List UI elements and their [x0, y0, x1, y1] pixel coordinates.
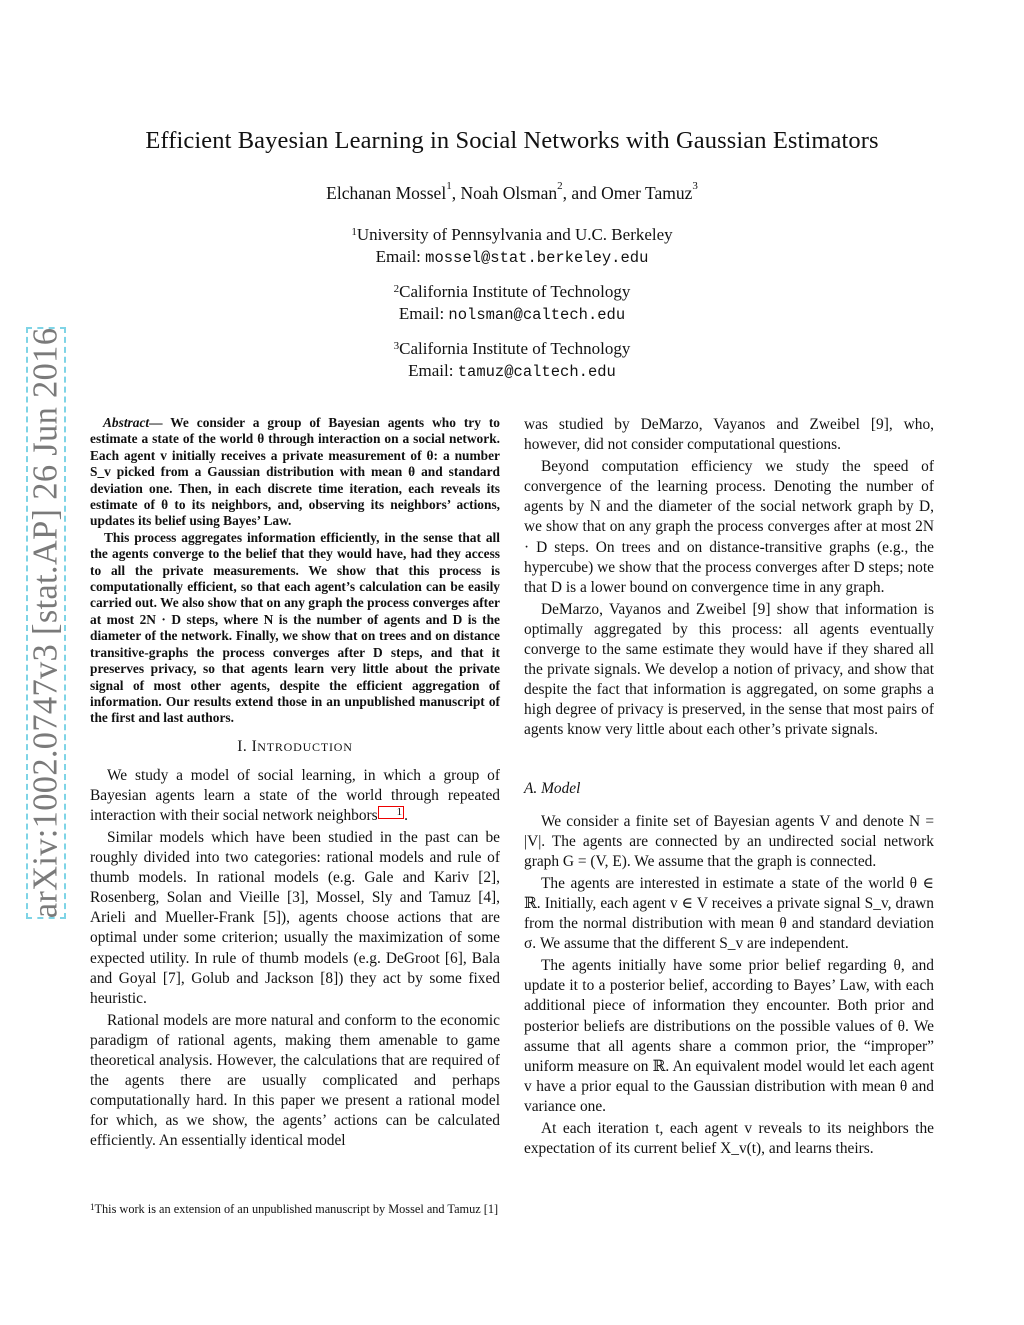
model-paragraph-2: The agents are interested in estimate a state of the world θ ∈ ℝ. Initially, each agent v ∈ V receives a private signal S_v, drawn from the normal distribution with mean θ and standard deviation σ. We assume that the different S_v are independent.: [524, 874, 934, 953]
abstract-dash: —: [149, 415, 171, 430]
intro-paragraph-5: DeMarzo, Vayanos and Zweibel [9] show that information is optimally aggregated by this process: all agents eventually converge to the same estimate they would have if they shared all the private signals. We develop a notion of privacy, and show that despite the fact that information is aggregated, on some graphs a high degree of privacy is preserved, in the sense that most pairs of agents know very little about each other’s private signals.: [524, 600, 934, 739]
email-label: Email:: [398, 304, 445, 323]
footnote-link[interactable]: 1: [378, 806, 405, 819]
abstract: [90, 415, 500, 727]
intro-paragraph-1: [90, 766, 500, 826]
model-paragraph-4: At each iteration t, each agent v reveals to its neighbors the expectation of its current belief X_v(t), and learns theirs.: [524, 1120, 934, 1158]
affiliation-mark: 2: [393, 283, 400, 295]
author-list: [0, 180, 1024, 204]
abstract-paragraph-2: This process aggregates information efficiently, in the sense that all the agents converge to the belief that they would have, had they access to all the private measurements. We show that this process is computationally efficient, so that each agent’s calculation can be easily carried out. We also show that on any graph the process converges after at most 2N · D steps, where N is the number of agents and D is the diameter of the network. Finally, we show that on trees and on distance transitive-graphs the process converges after D steps, and that it preserves privacy, so that agents learn very little about the private signal of most other agents, despite the efficient aggregation of information. Our results extend those in an unpublished manuscript of the first and last authors.: [90, 529, 500, 726]
email-link[interactable]: nolsman@caltech.edu: [448, 306, 626, 324]
section-title-rest: NTRODUCTION: [257, 739, 353, 754]
section-heading-introduction: [90, 738, 500, 756]
email-label: Email:: [408, 361, 454, 380]
subsection-heading-model: A. Model: [524, 779, 581, 797]
paper-title: Efficient Bayesian Learning in Social Networks with Gaussian Estimators: [145, 127, 879, 154]
author-separator: ,: [451, 183, 461, 203]
email-link[interactable]: mossel@stat.berkeley.edu: [425, 249, 649, 267]
email-link[interactable]: tamuz@caltech.edu: [457, 363, 616, 381]
author-name: Omer Tamuz: [601, 183, 693, 203]
intro-paragraph-4: Beyond computation efficiency we study the speed of convergence of the learning process. Denoting the number of agents by N and the diameter of the social network graph by D, we show that on any graph the process converges after at most 2N · D steps. On trees and on distance-transitive graphs (e.g., the hypercube) we show that the process converges after D steps; note that D is a lower bound on convergence time in any graph.: [524, 458, 934, 596]
author-mark: 3: [692, 180, 698, 192]
intro-paragraph-3: Rational models are more natural and conform to the economic paradigm of rational agents, making them amenable to game theoretical analysis. However, the calculations that are required of the agents there are usually complicated and perhaps computationally hard. In this paper we present a rational model for which, as we show, the agents’ actions can be calculated efficiently. An essentially identical model: [90, 1011, 500, 1150]
intro-paragraph-2: Similar models which have been studied in the past can be roughly divided into two categories: rational models and rule of thumb models. In rational models (e.g. Gale and Kariv [2], Rosenberg, Solan and Vieille [3], Mossel, Sly and Tamuz [4], Arieli and Mueller-Frank [5]), agents choose actions that are optimal under some criterion; usually the maximization of some expected utility. In rule of thumb models (e.g. DeGroot [6], Bala and Goyal [7], Golub and Jackson [8]) they act by some fixed heuristic.: [90, 829, 500, 1007]
affiliation-institution: University of Pennsylvania and U.C. Berkeley: [356, 225, 673, 244]
author-mark: 1: [446, 180, 452, 192]
affiliation-mark: 3: [393, 340, 400, 352]
affiliation-2: [0, 281, 1024, 326]
intro-paragraph-3-continued: was studied by DeMarzo, Vayanos and Zweibel [9], who, however, did not consider computational questions.: [524, 416, 934, 454]
intro-paragraph-1-end: .: [404, 806, 409, 824]
intro-paragraph-1-text: We study a model of social learning, in which a group of Bayesian agents learn a state of the world through repeated interaction with their social network neighbors: [90, 766, 500, 824]
affiliation-mark: 1: [351, 226, 357, 238]
footnote: [90, 1202, 500, 1217]
left-column: [90, 415, 500, 1154]
model-paragraph-3: The agents initially have some prior belief regarding θ, and update it to a posterior belief, according to Bayes’ Law, with each additional piece of information they encounter. Both prior and posterior beliefs are distributions on the possible values of θ. We assume that all agents share a common prior, the “improper” uniform measure on ℝ. An equivalent model would let each agent v have a prior equal to the Gaussian distribution with mean θ and variance one.: [524, 957, 934, 1115]
footnote-mark: 1: [90, 1202, 95, 1212]
section-number: I.: [237, 737, 248, 755]
affiliation-institution: California Institute of Technology: [399, 282, 631, 301]
affiliation-1: [0, 224, 1024, 269]
author-name: Elchanan Mossel: [326, 183, 447, 203]
affiliation-3: [0, 338, 1024, 383]
abstract-paragraph-1: We consider a group of Bayesian agents who try to estimate a state of the world θ through interaction on a social network. Each agent v initially receives a private measurement of θ: a number S_v picked from a Gaussian distribution with mean θ and standard deviation one. Then, in each discrete time iteration, each reveals its estimate of θ to its neighbors, and, observing its neighbors’ actions, updates its belief using Bayes’ Law.: [90, 415, 501, 529]
arxiv-stamp-text[interactable]: arXiv:1002.0747v3 [stat.AP] 26 Jun 2016: [26, 327, 65, 919]
author-mark: 2: [557, 180, 563, 192]
right-column: [524, 415, 934, 1161]
abstract-label: Abstract: [103, 415, 150, 430]
email-label: Email:: [375, 247, 421, 266]
affiliation-institution: California Institute of Technology: [399, 339, 631, 358]
footnote-text: This work is an extension of an unpublished manuscript by Mossel and Tamuz [1]: [94, 1202, 499, 1216]
section-title-initial: I: [251, 737, 258, 755]
model-paragraph-1: We consider a finite set of Bayesian agents V and denote N = |V|. The agents are connected by an undirected social network graph G = (V, E). We assume that the graph is connected.: [524, 812, 934, 870]
author-separator: , and: [562, 183, 602, 203]
author-name: Noah Olsman: [460, 183, 558, 203]
